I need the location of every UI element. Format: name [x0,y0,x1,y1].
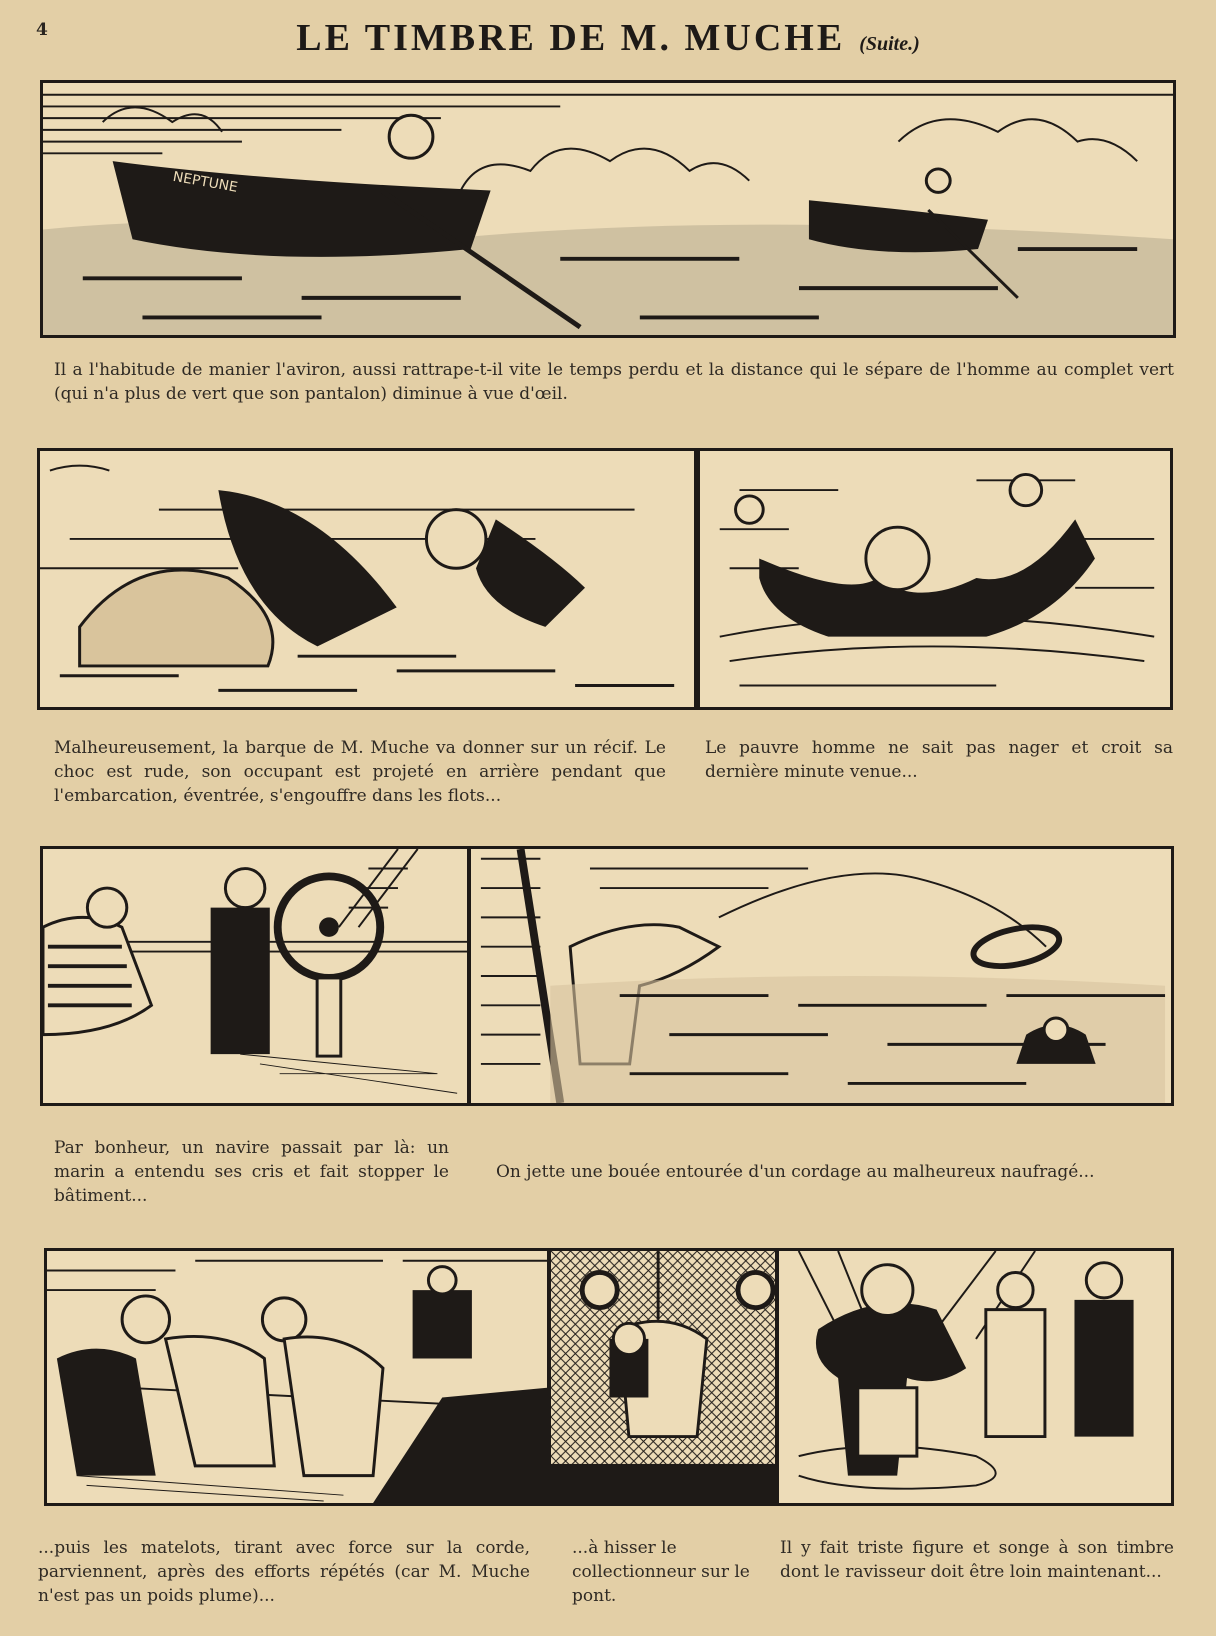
panel-reef-crash [37,448,697,710]
panel-rowing [40,80,1176,338]
caption-row4-mid: ...à hisser le collectionneur sur le pont. [572,1538,750,1606]
caption-row1: Il a l'habitude de manier l'aviron, aussi rattrape-t-il vite le temps perdu et la distance qui le sépare de l'homme au complet vert (qui n'a plus de vert que son pantalon) diminue à vue d'œil. [54,360,1174,404]
panel-pulling-rope [44,1248,550,1506]
page-title [0,16,1216,60]
caption-row3-left: Par bonheur, un navire passait par là: un marin a entendu ses cris et fait stopper le bâtiment... [54,1138,449,1206]
caption-row3-right: On jette une bouée entourée d'un cordage au malheureux naufragé... [496,1162,1095,1182]
panel-on-deck [776,1248,1174,1506]
caption-row2-right: Le pauvre homme ne sait pas nager et croit sa dernière minute venue... [705,738,1173,782]
boat-name: NEPTUNE [171,168,239,196]
panel-ship-wheel [40,846,470,1106]
caption-row2-left: Malheureusement, la barque de M. Muche va donner sur un récif. Le choc est rude, son occupant est projeté en arrière pendant que l'embarcation, éventrée, s'engouffre dans les flots... [54,738,666,806]
panel-hoisting [548,1248,778,1506]
caption-row4-left: ...puis les matelots, tirant avec force sur la corde, parviennent, après des efforts répétés (car M. Muche n'est pas un poids plume)... [38,1538,530,1606]
page-number: 4 [36,20,48,40]
title-text: LE TIMBRE DE M. MUCHE [296,17,846,59]
panel-throw-lifebuoy [468,846,1174,1106]
caption-row4-right: Il y fait triste figure et songe à son timbre dont le ravisseur doit être loin maintenant... [780,1538,1174,1582]
panel-drowning [697,448,1173,710]
title-suite: (Suite.) [859,33,920,55]
